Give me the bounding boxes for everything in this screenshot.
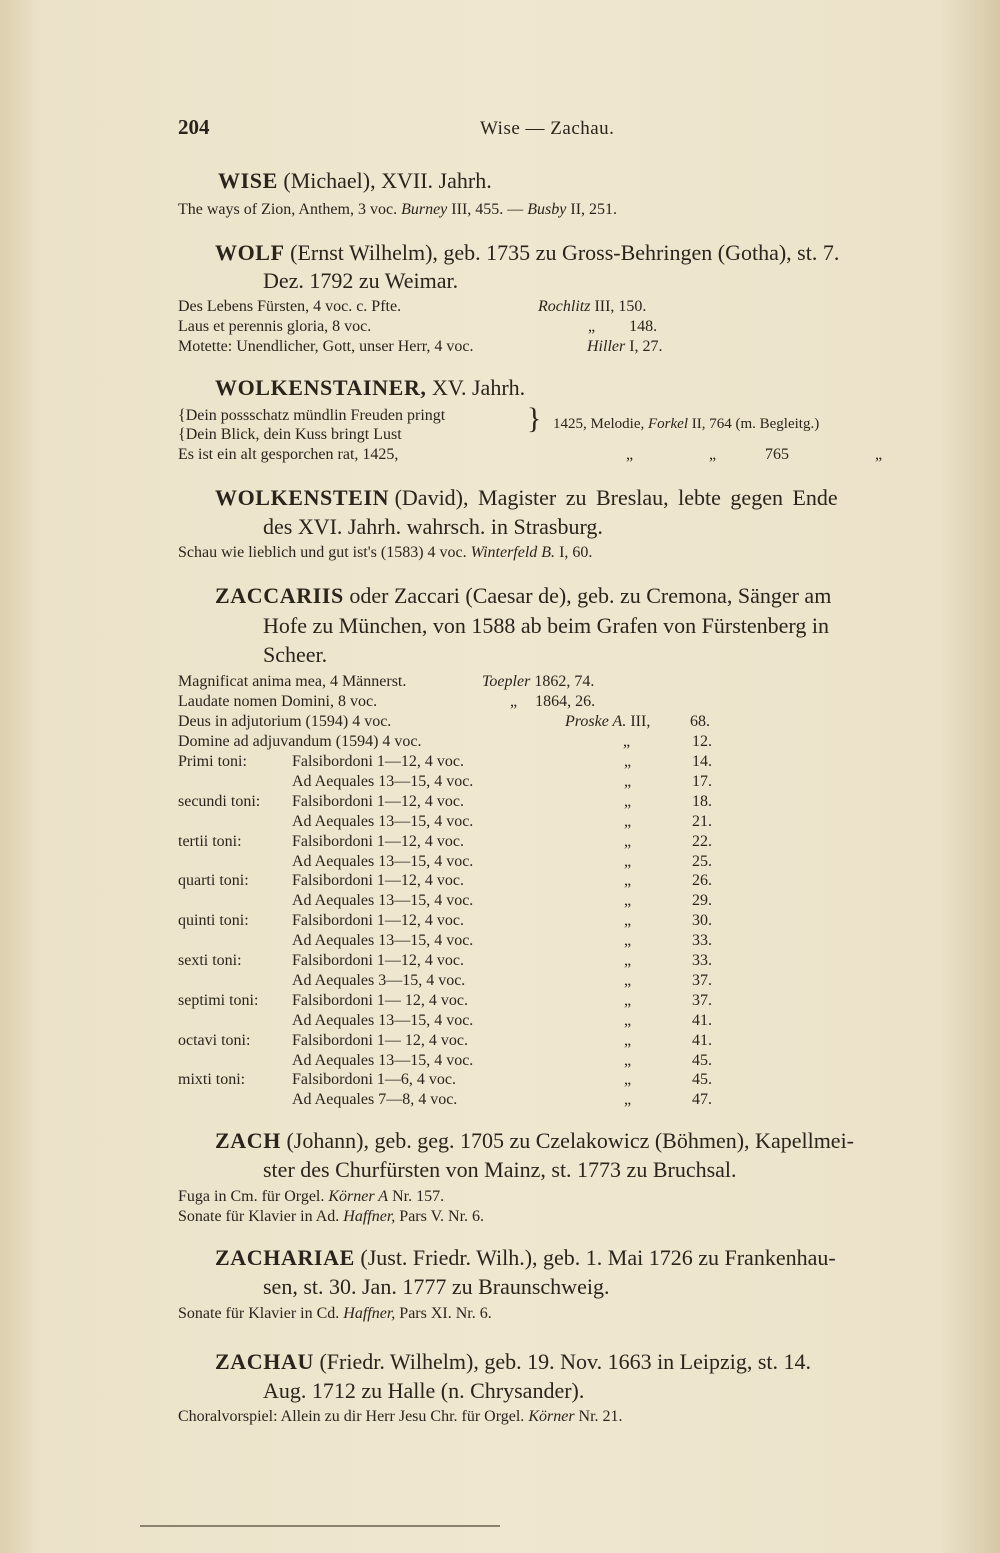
- page-ref: 29.: [692, 892, 712, 909]
- page-ref: 33.: [692, 932, 712, 949]
- brace: }: [527, 402, 542, 435]
- work-ref: Toepler 1862, 74.: [482, 673, 595, 690]
- toni-entry: Falsibordoni 1— 12, 4 voc.: [292, 992, 468, 1009]
- ditto: „: [875, 446, 883, 463]
- entry-wolkenstein-heading: WOLKENSTEIN (David), Magister zu Breslau, lebte gegen Ende: [215, 485, 838, 510]
- page-ref: 12.: [692, 733, 712, 750]
- toni-label: quinti toni:: [178, 912, 249, 929]
- entry-wise-heading: [218, 168, 492, 194]
- page-ref: 68.: [690, 713, 710, 730]
- entry-text: ster des Churfürsten von Mainz, st. 1773 zu Bruchsal.: [263, 1157, 737, 1182]
- ditto: „: [624, 972, 632, 989]
- entry-text: Dez. 1792 zu Weimar.: [263, 268, 459, 293]
- toni-label: sexti toni:: [178, 952, 242, 969]
- composer-name: WOLKENSTAINER,: [215, 375, 427, 400]
- entry-wolf-heading: WOLF (Ernst Wilhelm), geb. 1735 zu Gross-Behringen (Gotha), st. 7.: [215, 240, 840, 265]
- ditto: „: [624, 1012, 632, 1029]
- composer-name: ZACCARIIS: [215, 583, 344, 608]
- toni-entry: Falsibordoni 1—12, 4 voc.: [292, 753, 464, 770]
- work-ref: Proske A. III,: [565, 713, 651, 730]
- toni-entry: Ad Aequales 13—15, 4 voc.: [292, 1012, 474, 1029]
- toni-entry: Ad Aequales 13—15, 4 voc.: [292, 932, 474, 949]
- ditto: „: [624, 833, 632, 850]
- toni-entry: Falsibordoni 1—6, 4 voc.: [292, 1071, 456, 1088]
- page-ref: 33.: [692, 952, 712, 969]
- work-line: Choralvorspiel: Allein zu dir Herr Jesu Chr. für Orgel. Körner Nr. 21.: [178, 1408, 623, 1425]
- page-ref: 21.: [692, 813, 712, 830]
- ditto: „: [624, 892, 632, 909]
- entry-text: Aug. 1712 zu Halle (n. Chrysander).: [263, 1378, 585, 1403]
- work-ref: „ 1864, 26.: [510, 693, 596, 710]
- toni-entry: Falsibordoni 1—12, 4 voc.: [292, 912, 464, 929]
- ditto: „: [624, 1052, 632, 1069]
- page-ref: 25.: [692, 853, 712, 870]
- ditto: „: [624, 872, 632, 889]
- work-line: Laudate nomen Domini, 8 voc.: [178, 693, 378, 710]
- toni-entry: Ad Aequales 13—15, 4 voc.: [292, 853, 474, 870]
- source: Burney: [401, 201, 448, 218]
- work-line: Magnificat anima mea, 4 Männerst.: [178, 673, 407, 690]
- ditto: „: [624, 853, 632, 870]
- work-line: Domine ad adjuvandum (1594) 4 voc.: [178, 733, 422, 750]
- toni-entry: Falsibordoni 1—12, 4 voc.: [292, 793, 464, 810]
- entry-zach-heading: ZACH (Johann), geb. geg. 1705 zu Czelakowicz (Böhmen), Kapellmei-: [215, 1128, 855, 1153]
- page-ref: 30.: [692, 912, 712, 929]
- toni-entry: Ad Aequales 13—15, 4 voc.: [292, 892, 474, 909]
- ditto: „: [624, 773, 632, 790]
- source: Haffner,: [343, 1208, 396, 1225]
- composer-name: ZACH: [215, 1128, 281, 1153]
- ditto: „: [624, 1032, 632, 1049]
- source: Körner A: [328, 1188, 389, 1205]
- entry-zaccariis-heading: ZACCARIIS oder Zaccari (Caesar de), geb. zu Cremona, Sänger am: [215, 583, 832, 608]
- entry-text: Scheer.: [263, 642, 328, 667]
- ditto: „: [623, 733, 631, 750]
- work-ref: 1425, Melodie, Forkel II, 764 (m. Begleitg.): [553, 416, 820, 432]
- page-ref: 45.: [692, 1052, 712, 1069]
- source: Busby: [527, 201, 567, 218]
- page-ref: 17.: [692, 773, 712, 790]
- page-ref: 22.: [692, 833, 712, 850]
- toni-label: Primi toni:: [178, 753, 247, 770]
- ditto: „: [709, 446, 717, 463]
- work-ref: 765: [765, 446, 789, 463]
- running-head: Wise — Zachau.: [480, 118, 615, 139]
- page-ref: 47.: [692, 1091, 712, 1108]
- toni-label: tertii toni:: [178, 833, 242, 850]
- work-line: Motette: Unendlicher, Gott, unser Herr, 4 voc.: [178, 338, 474, 355]
- entry-text: des XVI. Jahrh. wahrsch. in Strasburg.: [263, 514, 603, 539]
- page-ref: 41.: [692, 1012, 712, 1029]
- page-ref: 37.: [692, 992, 712, 1009]
- work-line: Deus in adjutorium (1594) 4 voc.: [178, 713, 392, 730]
- work-line: Es ist ein alt gesporchen rat, 1425,: [178, 446, 399, 463]
- toni-entry: Falsibordoni 1—12, 4 voc.: [292, 952, 464, 969]
- toni-entry: Falsibordoni 1—12, 4 voc.: [292, 833, 464, 850]
- entry-text: sen, st. 30. Jan. 1777 zu Braunschweig.: [263, 1274, 610, 1299]
- entry-text: (Michael), XVII. Jahrh.: [283, 168, 492, 193]
- work-line: Laus et perennis gloria, 8 voc.: [178, 318, 372, 335]
- composer-name: WISE: [218, 168, 278, 193]
- page-ref: 37.: [692, 972, 712, 989]
- song-title: {Dein Blick, dein Kuss bringt Lust: [178, 426, 402, 443]
- toni-entry: Falsibordoni 1— 12, 4 voc.: [292, 1032, 468, 1049]
- toni-entry: Ad Aequales 13—15, 4 voc.: [292, 773, 474, 790]
- toni-label: octavi toni:: [178, 1032, 251, 1049]
- ditto: „: [624, 1091, 632, 1108]
- ditto: „: [624, 1071, 632, 1088]
- entry-text: Hofe zu München, von 1588 ab beim Grafen von Fürstenberg in: [263, 613, 829, 638]
- entry-wolkenstainer-heading: WOLKENSTAINER, XV. Jahrh.: [215, 375, 526, 400]
- work-ref: Rochlitz III, 150.: [538, 298, 647, 315]
- toni-entry: Ad Aequales 13—15, 4 voc.: [292, 813, 474, 830]
- song-title: {Dein possschatz mündlin Freuden pringt: [178, 407, 446, 424]
- work-line: The ways of Zion, Anthem, 3 voc. Burney III, 455. — Busby II, 251.: [178, 201, 618, 218]
- toni-entry: Ad Aequales 3—15, 4 voc.: [292, 972, 466, 989]
- ditto: „: [624, 932, 632, 949]
- ditto: „: [624, 813, 632, 830]
- entry-zachariae-heading: ZACHARIAE (Just. Friedr. Wilh.), geb. 1. Mai 1726 zu Frankenhau-: [215, 1245, 836, 1270]
- work-ref: Hiller I, 27.: [587, 338, 663, 355]
- page-ref: 14.: [692, 753, 712, 770]
- composer-name: ZACHARIAE: [215, 1245, 355, 1270]
- toni-entry: Falsibordoni 1—12, 4 voc.: [292, 872, 464, 889]
- ditto: „: [624, 753, 632, 770]
- ditto: „: [624, 992, 632, 1009]
- toni-label: septimi toni:: [178, 992, 259, 1009]
- composer-name: ZACHAU: [215, 1349, 314, 1374]
- toni-label: mixti toni:: [178, 1071, 246, 1088]
- source: Haffner,: [343, 1305, 396, 1322]
- toni-label: secundi toni:: [178, 793, 261, 810]
- ditto: „: [624, 952, 632, 969]
- ditto: „: [626, 446, 634, 463]
- toni-entry: Ad Aequales 13—15, 4 voc.: [292, 1052, 474, 1069]
- entry-zachau-heading: ZACHAU (Friedr. Wilhelm), geb. 19. Nov. 1663 in Leipzig, st. 14.: [215, 1349, 812, 1374]
- work-line: Sonate für Klavier in Ad. Haffner, Pars V. Nr. 6.: [178, 1208, 485, 1225]
- source: Körner: [528, 1408, 575, 1425]
- page-ref: 45.: [692, 1071, 712, 1088]
- work-line: Schau wie lieblich und gut ist's (1583) 4 voc. Winterfeld B. I, 60.: [178, 544, 593, 561]
- page-ref: 18.: [692, 793, 712, 810]
- page-ref: 26.: [692, 872, 712, 889]
- page-ref: 41.: [692, 1032, 712, 1049]
- work-ref: „ 148.: [588, 318, 658, 335]
- page-edge-rule: [140, 1525, 500, 1527]
- ditto: „: [624, 912, 632, 929]
- ditto: „: [624, 793, 632, 810]
- toni-entry: Ad Aequales 7—8, 4 voc.: [292, 1091, 458, 1108]
- work-line: Fuga in Cm. für Orgel. Körner A Nr. 157.: [178, 1188, 445, 1205]
- toni-label: quarti toni:: [178, 872, 249, 889]
- work-line: Des Lebens Fürsten, 4 voc. c. Pfte.: [178, 298, 402, 315]
- source: Winterfeld B.: [470, 544, 556, 561]
- composer-name: WOLF: [215, 240, 285, 265]
- work-line: Sonate für Klavier in Cd. Haffner, Pars XI. Nr. 6.: [178, 1305, 492, 1322]
- page-number: 204: [178, 115, 210, 139]
- composer-name: WOLKENSTEIN: [215, 485, 390, 510]
